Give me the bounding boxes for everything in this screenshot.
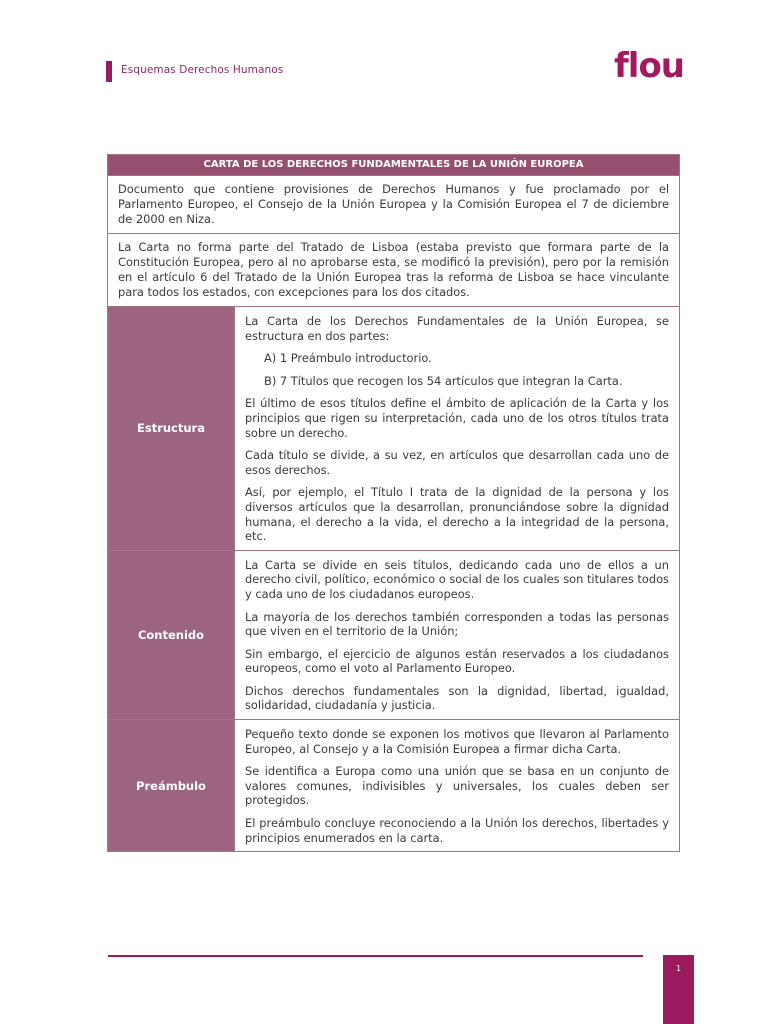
- table-row: [108, 720, 680, 852]
- list-item: B) 7 Títulos que recogen los 54 artículos que integran la Carta.: [264, 373, 623, 388]
- table-row: [108, 307, 680, 551]
- row-label-contenido: Contenido: [108, 550, 235, 719]
- row-label-estructura: Estructura: [108, 307, 235, 551]
- paragraph: La Carta se divide en seis títulos, dedicando cada uno de ellos a un derecho civil, político, económico o social de los cuales son titulares todos y cada uno de los ciudadanos europeos.: [245, 557, 669, 601]
- intro-paragraph: Documento que contiene provisiones de Derechos Humanos y fue proclamado por el Parlamento Europeo, el Consejo de la Unión Europea y la Comisión Europea el 7 de diciembre de 2000 en Niza.: [108, 176, 680, 234]
- document-series-title: Esquemas Derechos Humanos: [121, 64, 284, 76]
- paragraph: La Carta de los Derechos Fundamentales de la Unión Europea, se estructura en dos partes:: [245, 314, 669, 343]
- paragraph: Sin embargo, el ejercicio de algunos están reservados a los ciudadanos europeos, como el voto al Parlamento Europeo.: [245, 646, 669, 676]
- paragraph: Cada título se divide, a su vez, en artículos que desarrollan cada uno de esos derechos.: [245, 448, 669, 477]
- page-number: 1: [675, 964, 682, 973]
- intro-row: [108, 176, 680, 234]
- list-item: A) 1 Preámbulo introductorio.: [264, 351, 432, 366]
- table-title: CARTA DE LOS DERECHOS FUNDAMENTALES DE LA UNIÓN EUROPEA: [108, 155, 680, 176]
- note-row: [108, 234, 680, 307]
- footer-divider: [108, 955, 643, 957]
- paragraph: Se identifica a Europa como una unión que se basa en un conjunto de valores comunes, indivisibles y universales, los cuales deben ser protegidos.: [245, 764, 669, 808]
- row-content-estructura: [235, 307, 680, 551]
- page-number-box: [663, 955, 694, 1024]
- paragraph: El preámbulo concluye reconociendo a la Unión los derechos, libertades y principios enumerados en la carta.: [245, 816, 669, 845]
- paragraph: Dichos derechos fundamentales son la dignidad, libertad, igualdad, solidaridad, ciudadanía y justicia.: [245, 683, 669, 713]
- row-content-preambulo: [235, 720, 680, 852]
- paragraph: Pequeño texto donde se exponen los motivos que llevaron al Parlamento Europeo, al Consejo y a la Comisión Europea a firmar dicha Carta.: [245, 727, 669, 756]
- table-row: [108, 550, 680, 719]
- rights-charter-table: [107, 154, 680, 852]
- row-label-preambulo: Preámbulo: [108, 720, 235, 852]
- row-content-contenido: [235, 550, 680, 719]
- paragraph: La mayoría de los derechos también corresponden a todas las personas que viven en el territorio de la Unión;: [245, 609, 669, 639]
- lisbon-note-paragraph: La Carta no forma parte del Tratado de Lisboa (estaba previsto que formara parte de la Constitución Europea, pero al no aprobarse esta, se modificó la previsión), pero por la remisión en el artículo 6 del Tratado de la Unión Europea tras la reforma de Lisboa se hace vinculante para todos los estados, con excepciones para los dos citados.: [108, 234, 680, 307]
- table-title-row: [108, 155, 680, 176]
- brand-logo: flou: [614, 46, 685, 86]
- paragraph: El último de esos títulos define el ámbito de aplicación de la Carta y los principios que rigen su interpretación, cada uno de los otros títulos trata sobre un derecho.: [245, 396, 669, 440]
- paragraph: Así, por ejemplo, el Título I trata de la dignidad de la persona y los diversos artículos que la desarrollan, pronunciándose sobre la dignidad humana, el derecho a la vida, el derecho a la integridad de la persona, etc.: [245, 485, 669, 544]
- header-accent-bar: [106, 61, 112, 82]
